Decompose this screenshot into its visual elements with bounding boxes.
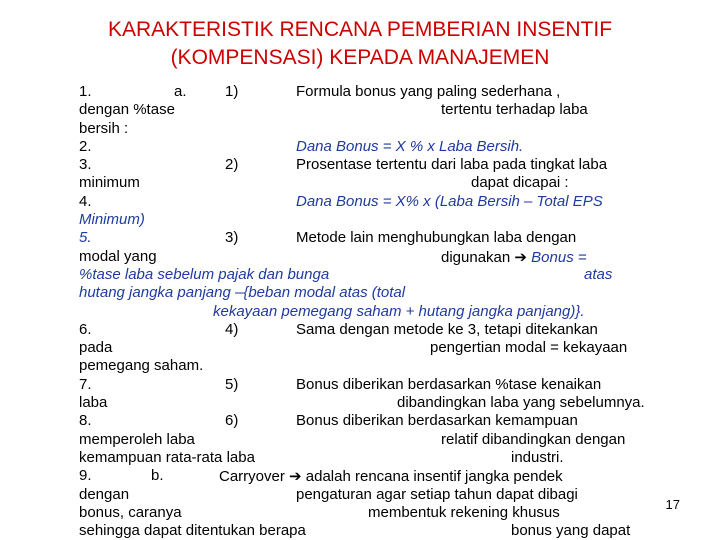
page-number: 17 [665, 497, 680, 512]
left-text: bonus, caranya [79, 503, 182, 521]
item-number: 3. [79, 156, 92, 174]
formula-text: atas [584, 265, 613, 283]
text-line [79, 504, 659, 522]
item-number: 9. [79, 467, 92, 485]
point-number: 5) [225, 375, 239, 393]
point-text: dibandingkan laba yang sebelumnya. [397, 394, 645, 412]
left-text: modal yang [79, 247, 157, 265]
point-text: industri. [511, 448, 564, 466]
item-number: 7. [79, 375, 92, 393]
point-text: adalah rencana insentif jangka pendek [305, 468, 563, 486]
point-text: dapat dicapai : [471, 174, 569, 192]
point-text: tertentu terhadap laba [441, 101, 588, 119]
left-text: memperoleh laba [79, 430, 195, 448]
formula-text: kekayaan pemegang saham + hutang jangka panjang)}. [213, 302, 585, 320]
point-text: relatif dibandingkan dengan [441, 430, 626, 448]
left-text: dengan [79, 485, 130, 503]
text-line [79, 211, 659, 229]
text-line [79, 376, 659, 394]
text-line [79, 486, 659, 504]
text-line [79, 248, 659, 266]
point-text: Metode lain menghubungkan laba dengan [296, 229, 577, 247]
left-text: laba [79, 394, 108, 412]
left-text: pemegang saham. [79, 357, 204, 375]
point-text: Formula bonus yang paling sederhana , [296, 83, 561, 100]
left-text: dengan %tase [79, 101, 175, 119]
point-text-group [441, 248, 587, 267]
left-text: Minimum) [79, 211, 145, 229]
arrow-right-icon: ➔ [289, 467, 302, 486]
text-line [79, 284, 659, 302]
carryover-label: Carryover [219, 468, 285, 486]
formula-text: Dana Bonus = X % x Laba Bersih. [296, 137, 524, 155]
text-line [79, 412, 659, 430]
left-text: bersih : [79, 119, 129, 137]
formula-text: %tase laba sebelum pajak dan bunga [79, 265, 330, 283]
text-line [79, 138, 659, 156]
slide-body [79, 83, 659, 540]
item-number: 6. [79, 320, 92, 338]
text-line [79, 174, 659, 192]
left-text: minimum [79, 174, 140, 192]
text-line [79, 156, 659, 174]
left-text: pada [79, 339, 113, 357]
point-text: Bonus diberikan berdasarkan %tase kenaikan [296, 375, 602, 393]
item-number: 2. [79, 137, 92, 155]
text-line [79, 83, 659, 101]
point-number: 1) [225, 83, 239, 100]
text-line [79, 266, 659, 284]
point-text: Bonus diberikan berdasarkan kemampuan [296, 412, 578, 430]
sub-item-letter: b. [151, 467, 164, 485]
text-line [79, 120, 659, 138]
formula-text: Bonus = [531, 248, 587, 266]
sub-item-letter: a. [174, 83, 187, 100]
item-number: 1. [79, 83, 92, 100]
text-line [79, 394, 659, 412]
point-text-group [219, 467, 563, 486]
point-text: Sama dengan metode ke 3, tetapi ditekankan [296, 320, 598, 338]
text-line [79, 467, 659, 485]
text-line [79, 321, 659, 339]
text-line [79, 303, 659, 321]
point-text: membentuk rekening khusus [368, 503, 560, 521]
point-text: Prosentase tertentu dari laba pada tingkat laba [296, 156, 608, 174]
title-line-1: KARAKTERISTIK RENCANA PEMBERIAN INSENTIF [107, 18, 613, 41]
point-text: pengertian modal = kekayaan [430, 339, 628, 357]
point-text: digunakan [441, 248, 511, 266]
text-line [79, 339, 659, 357]
point-number: 4) [225, 320, 239, 338]
point-number: 6) [225, 412, 239, 430]
left-text: sehingga dapat ditentukan berapa [79, 522, 306, 540]
formula-text: hutang jangka panjang –{beban modal atas (total [79, 284, 406, 302]
item-number: 4. [79, 192, 92, 210]
arrow-right-icon: ➔ [514, 247, 527, 266]
point-number: 3) [225, 229, 239, 247]
point-text: bonus yang dapat [511, 522, 631, 540]
text-line [79, 229, 659, 247]
text-line [79, 193, 659, 211]
text-line [79, 357, 659, 375]
formula-text: Dana Bonus = X% x (Laba Bersih – Total EPS [296, 192, 603, 210]
text-line [79, 449, 659, 467]
point-number: 2) [225, 156, 239, 174]
slide-title [0, 16, 720, 72]
item-number: 8. [79, 412, 92, 430]
text-line [79, 431, 659, 449]
text-line [79, 522, 659, 540]
item-number: 5. [79, 229, 92, 247]
left-text: kemampuan rata-rata laba [79, 448, 255, 466]
text-line [79, 101, 659, 119]
title-line-2: (KOMPENSASI) KEPADA MANAJEMEN [170, 46, 550, 69]
point-text: pengaturan agar setiap tahun dapat dibagi [296, 485, 578, 503]
